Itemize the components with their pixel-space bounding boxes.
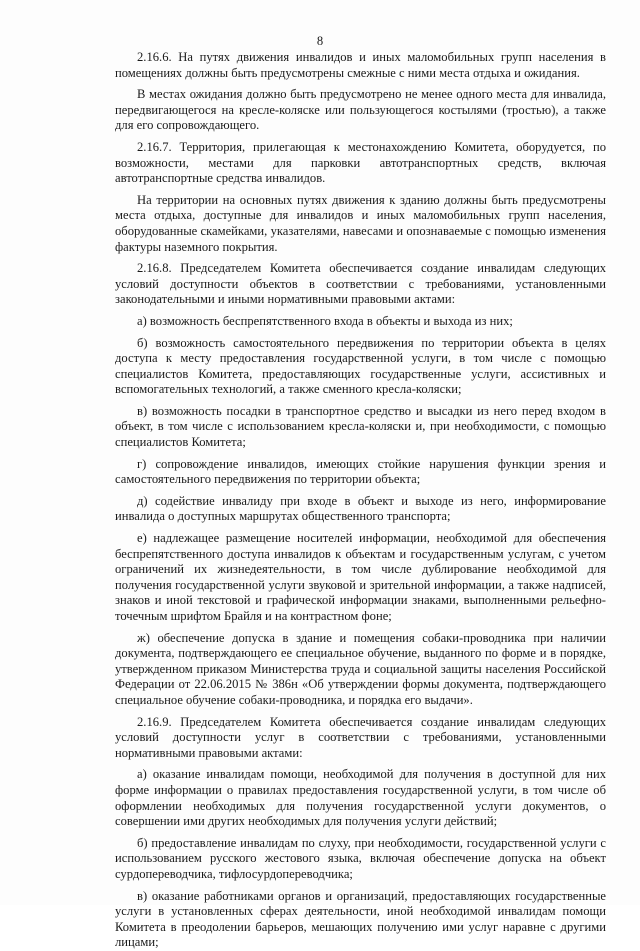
list-item-zh: ж) обеспечение допуска в здание и помещения собаки-проводника при наличии документа, подтверждающего ее специальное обучение, выданного по форме и в порядке, утвержденном приказом Министерства труда и социальной защиты населения Российской Федерации от 22.06.2015 № 386н «Об утверждении формы документа, подтверждающего специальное обучение собаки-проводника, и порядка его выдачи». bbox=[115, 630, 606, 707]
paragraph-2-16-7: 2.16.7. Территория, прилегающая к местонахождению Комитета, оборудуется, по возможности, местами для парковки автотранспортных средств, включая автотранспортные средства инвалидов. bbox=[115, 139, 606, 186]
paragraph-2-16-8: 2.16.8. Председателем Комитета обеспечивается создание инвалидам следующих условий доступности объектов в соответствии с требованиями, установленными законодательными и иными нормативными правовыми актами: bbox=[115, 261, 606, 307]
list-item-a: а) возможность беспрепятственного входа в объекты и выхода из них; bbox=[137, 313, 513, 328]
list-item-v: в) возможность посадки в транспортное средство и высадки из него перед входом в объект, в том числе с использованием кресла-коляски и, при необходимости, с помощью специалистов Комитета; bbox=[115, 403, 606, 450]
list-item-e: е) надлежащее размещение носителей информации, необходимой для обеспечения беспрепятственного доступа инвалидов к объектам и государственным услугам, с учетом ограничений их жизнедеятельности, в том числе дублирование необходимой для получения государственной услуги звуковой и зрительной информации, а также надписей, знаков и иной текстовой и графической информации знаками, выполненными рельефно-точечным шрифтом Брайля и на контрастном фоне; bbox=[115, 531, 606, 623]
paragraph-territory-rest-places: На территории на основных путях движения к зданию должны быть предусмотрены места отдыха, доступные для инвалидов и иных маломобильных групп населения, оборудованные скамейками, указателями, навесами и опознаваемые с помощью изменения фактуры наземного покрытия. bbox=[115, 192, 606, 254]
list-item-d: д) содействие инвалиду при входе в объект и выходе из него, информирование инвалида о доступных маршрутах общественного транспорта; bbox=[115, 493, 606, 524]
list-item-v-services: в) оказание работниками органов и организаций, предоставляющих государственные услуги в установленных сферах деятельности, иной необходимой инвалидам помощи Комитета в преодолении барьеров, мешающих получению ими услуг наравне с другими лицами; bbox=[115, 888, 606, 950]
document-body bbox=[115, 50, 606, 951]
list-item-g: г) сопровождение инвалидов, имеющих стойкие нарушения функции зрения и самостоятельного передвижения по территории объекта; bbox=[115, 456, 606, 487]
page-number: 8 bbox=[316, 34, 324, 48]
list-item-a-services: а) оказание инвалидам помощи, необходимой для получения в доступной для них форме информации о правилах предоставления государственной услуги, в том числе об оформлении необходимых для получения государственной услуги документов, о совершении ими других необходимых для получения услуги действий; bbox=[115, 767, 606, 829]
paragraph-2-16-6: 2.16.6. На путях движения инвалидов и иных маломобильных групп населения в помещениях должны быть предусмотрены смежные с ними места отдыха и ожидания. bbox=[115, 50, 606, 80]
paragraph-waiting-places: В местах ожидания должно быть предусмотрено не менее одного места для инвалида, передвигающегося на кресле-коляске или пользующегося костылями (тростью), а также для его сопровождающего. bbox=[115, 87, 606, 133]
paragraph-2-16-9: 2.16.9. Председателем Комитета обеспечивается создание инвалидам следующих условий доступности услуг в соответствии с требованиями, установленными нормативными правовыми актами: bbox=[115, 714, 606, 760]
list-item-b: б) возможность самостоятельного передвижения по территории объекта в целях доступа к месту предоставления государственной услуги, в том числе с помощью специалистов Комитета, предоставляющих государственные услуги, ассистивных и вспомогательных технологий, а также сменного кресла-коляски; bbox=[115, 335, 606, 397]
list-item-b-services: б) предоставление инвалидам по слуху, при необходимости, государственной услуги с использованием русского жестового языка, включая обеспечение допуска на объект сурдопереводчика, тифлосурдопереводчика; bbox=[115, 835, 606, 881]
